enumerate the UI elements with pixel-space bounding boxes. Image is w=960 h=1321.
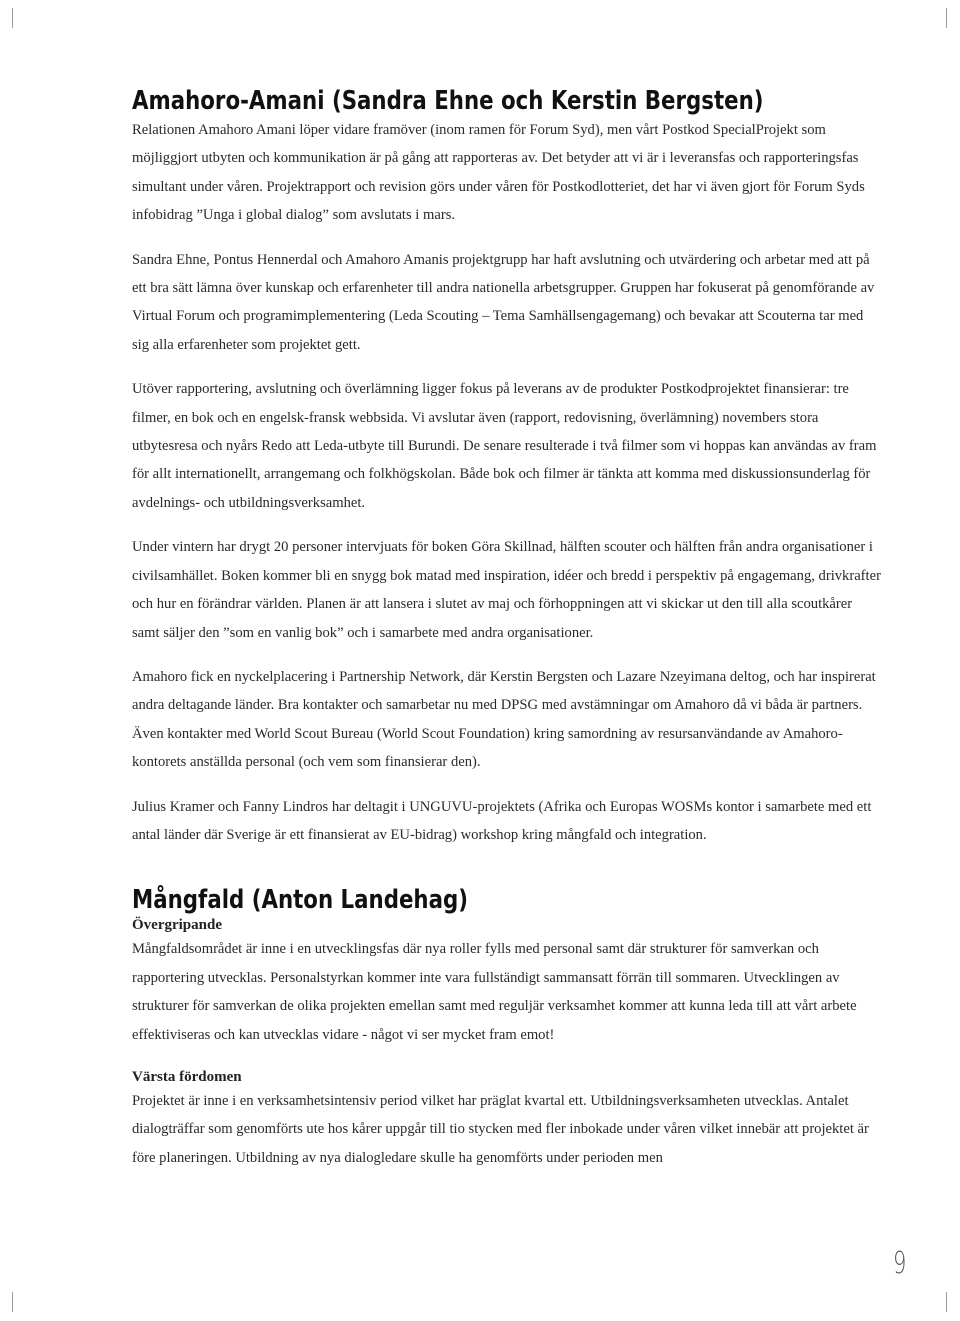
page-number: 9: [893, 1246, 907, 1281]
paragraph-amahoro-6: Julius Kramer och Fanny Lindros har deltagit i UNGUVU-projektets (Afrika och Europas WOSMs kontor i samarbete med ett antal länder där Sverige är ett finansierat av EU-bidrag) workshop kring mångfald och integration.: [132, 798, 872, 843]
paragraph-amahoro-5: Amahoro fick en nyckelplacering i Partnership Network, där Kerstin Bergsten och Lazare Nzeyimana deltog, och har inspirerat andra deltagande länder. Bra kontakter och samarbetar nu med DPSG med avstämningar om Amahoro då vi båda är partners. Även kontakter med World Scout Bureau (World Scout Foundation) kring samordning av resursanvändande av Amahoro-kontorets anställda personal (och vem som finansierar den).: [132, 668, 876, 771]
paragraph-amahoro-4: Under vintern har drygt 20 personer intervjuats för boken Göra Skillnad, hälften scouter och hälften från andra organisationer i civilsamhället. Boken kommer bli en snygg bok matad med inspiration, idéer och bredd i perspektiv på engagemang, drivkrafter och hur en förändrar världen. Planen är att lansera i slutet av maj och förhoppningen att vi skickar ut den till alla scoutkårer samt säljer den ”som en vanlig bok” och i samarbete med andra organisationer.: [132, 539, 881, 641]
crop-mark-top-right: [946, 8, 947, 28]
subheading-varsta-fordomen: Värsta fördomen: [132, 1068, 242, 1085]
subheading-overgripande: Övergripande: [132, 917, 222, 934]
crop-mark-bottom-right: [946, 1292, 947, 1312]
paragraph-amahoro-3: Utöver rapportering, avslutning och överlämning ligger fokus på leverans av de produkter Postkodprojektet finansierar: tre filmer, en bok och en engelsk-fransk webbsida. Vi avslutar även (rapport, redovisning, överlämning) novembers stora utbytesresa och nyårs Redo att Leda-utbyte till Burundi. De senare resulterade i två filmer som vi hoppas kan användas av fram för allt internationellt, arrangemang och folkhögskolan. Både bok och filmer är tänkta att komma med diskussionsunderlag för avdelnings- och utbildningsverksamhet.: [132, 381, 877, 511]
section-heading-mangfald: Mångfald (Anton Landehag): [132, 885, 469, 916]
paragraph-amahoro-2: Sandra Ehne, Pontus Hennerdal och Amahoro Amanis projektgrupp har haft avslutning och utvärdering och arbetar med att på ett bra sätt lämna över kunskap och erfarenheter till andra nationella arbetsgrupper. Gruppen har fokuserat på genomförande av Virtual Forum och programimplementering (Leda Scouting – Tema Samhällsengagemang) och bevakar att Scouterna tar med sig alla erfarenheter som projektet gett.: [132, 251, 875, 353]
section-heading-amahoro: Amahoro-Amani (Sandra Ehne och Kerstin Bergsten): [132, 86, 764, 116]
paragraph-varsta-fordomen: Projektet är inne i en verksamhetsintensiv period vilket har präglat kvartal ett. Utbildningsverksamheten utvecklas. Antalet dialogträffar som genomförts ute hos kårer uppgår till tio stycken med fler inbokade under våren vilket innebär att projektet är före planeringen. Utbildning av nya dialogledare skulle ha genomförts under perioden men: [132, 1092, 869, 1166]
paragraph-amahoro-1: Relationen Amahoro Amani löper vidare framöver (inom ramen för Forum Syd), men vårt Postkod SpecialProjekt som möjliggjort utbyten och kommunikation är på gång att rapporteras av. Det betyder att vi är i leveransfas och rapporteringsfas simultant under våren. Projektrapport och revision görs under våren för Postkodlotteriet, det har vi även gjort för Forum Syds infobidrag ”Unga i global dialog” som avslutats i mars.: [132, 122, 865, 224]
crop-mark-bottom-left: [12, 1292, 13, 1312]
document-page: [132, 86, 882, 1172]
crop-mark-top-left: [12, 8, 13, 28]
paragraph-overgripande: Mångfaldsområdet är inne i en utvecklingsfas där nya roller fylls med personal samt där strukturer för samverkan och rapportering utvecklas. Personalstyrkan kommer inte vara fullständigt sammansatt förrän till sommaren. Utvecklingen av strukturer för samverkan de olika projekten emellan samt med reguljär verksamhet kommer att kunna leda till att vårt arbete effektiviseras och kan utvecklas vidare - något vi ser mycket fram emot!: [132, 941, 857, 1043]
